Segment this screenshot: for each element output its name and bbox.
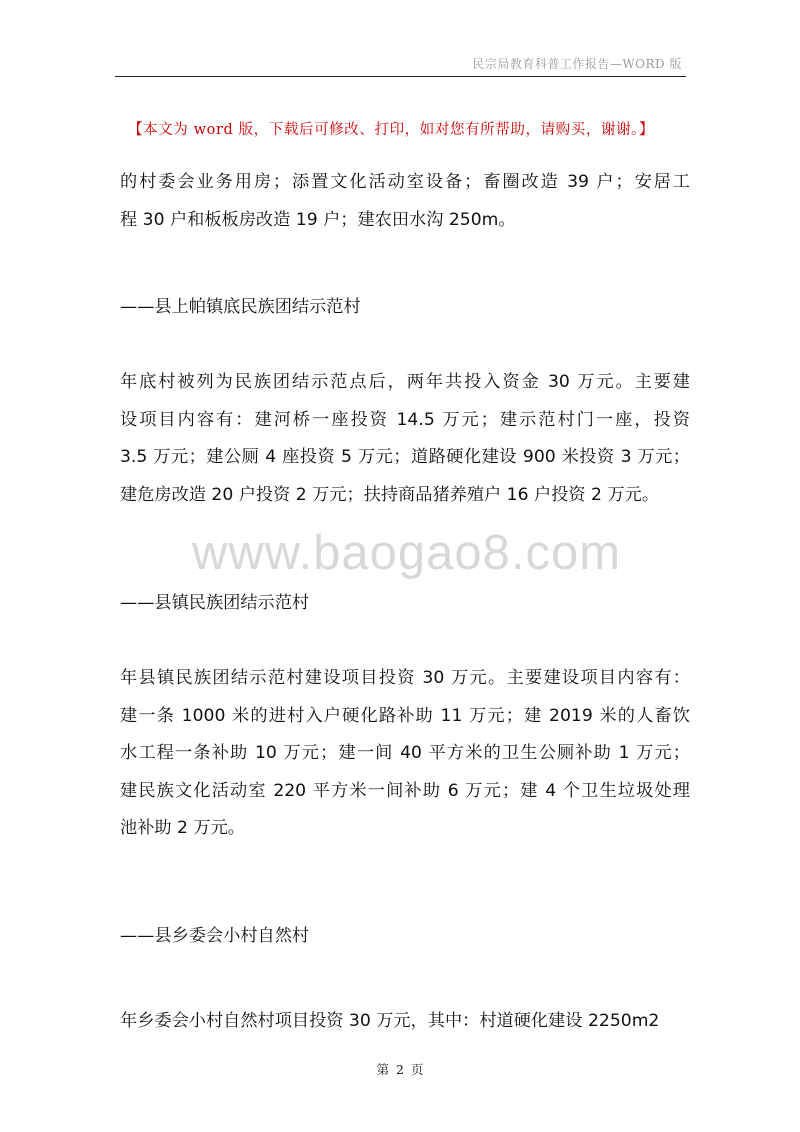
paragraph-4 [120, 1003, 690, 1041]
section-heading-3: ——县乡委会小村自然村 [120, 926, 310, 946]
section-heading-1: ——县上帕镇底民族团结示范村 [120, 297, 361, 317]
section-heading-2: ——县镇民族团结示范村 [120, 593, 310, 613]
paragraph-line: 年县镇民族团结示范村建设项目投资 30 万元。主要建设项目内容有： [120, 668, 690, 688]
paragraph-line: 建一条 1000 米的进村入户硬化路补助 11 万元；建 2019 米的人畜饮 [120, 705, 690, 726]
page-number: 第 2 页 [376, 1062, 424, 1077]
paragraph-3 [120, 660, 690, 848]
purchase-notice: 【本文为 word 版，下载后可修改、打印，如对您有所帮助，请购买，谢谢。】 [128, 122, 655, 138]
paragraph-1 [120, 164, 690, 239]
paragraph-line: 年乡委会小村自然村项目投资 30 万元，其中：村道硬化建设 2250m2 [120, 1011, 660, 1031]
document-header-title: 民宗局教育科普工作报告—WORD 版 [472, 57, 682, 71]
paragraph-line: 的村委会业务用房；添置文化活动室设备；畜圈改造 39 户；安居工 [120, 172, 690, 192]
paragraph-line: 3.5 万元；建公厕 4 座投资 5 万元；道路硬化建设 900 米投资 3 万元； [120, 447, 690, 467]
paragraph-line: 池补助 2 万元。 [120, 818, 245, 838]
watermark: www.baogao8.com [192, 526, 622, 580]
paragraph-line: 年底村被列为民族团结示范点后，两年共投入资金 30 万元。主要建 [120, 372, 690, 392]
paragraph-line: 设项目内容有：建河桥一座投资 14.5 万元；建示范村门一座，投资 [120, 409, 690, 430]
paragraph-line: 水工程一条补助 10 万元；建一间 40 平方米的卫生公厕补助 1 万元； [120, 743, 690, 763]
header-divider [115, 76, 686, 77]
paragraph-line: 建危房改造 20 户投资 2 万元；扶持商品猪养殖户 16 户投资 2 万元。 [120, 484, 660, 505]
paragraph-2 [120, 364, 690, 514]
paragraph-line: 建民族文化活动室 220 平方米一间补助 6 万元；建 4 个卫生垃圾处理 [120, 780, 690, 801]
paragraph-line: 程 30 户和板板房改造 19 户；建农田水沟 250m。 [120, 209, 516, 230]
